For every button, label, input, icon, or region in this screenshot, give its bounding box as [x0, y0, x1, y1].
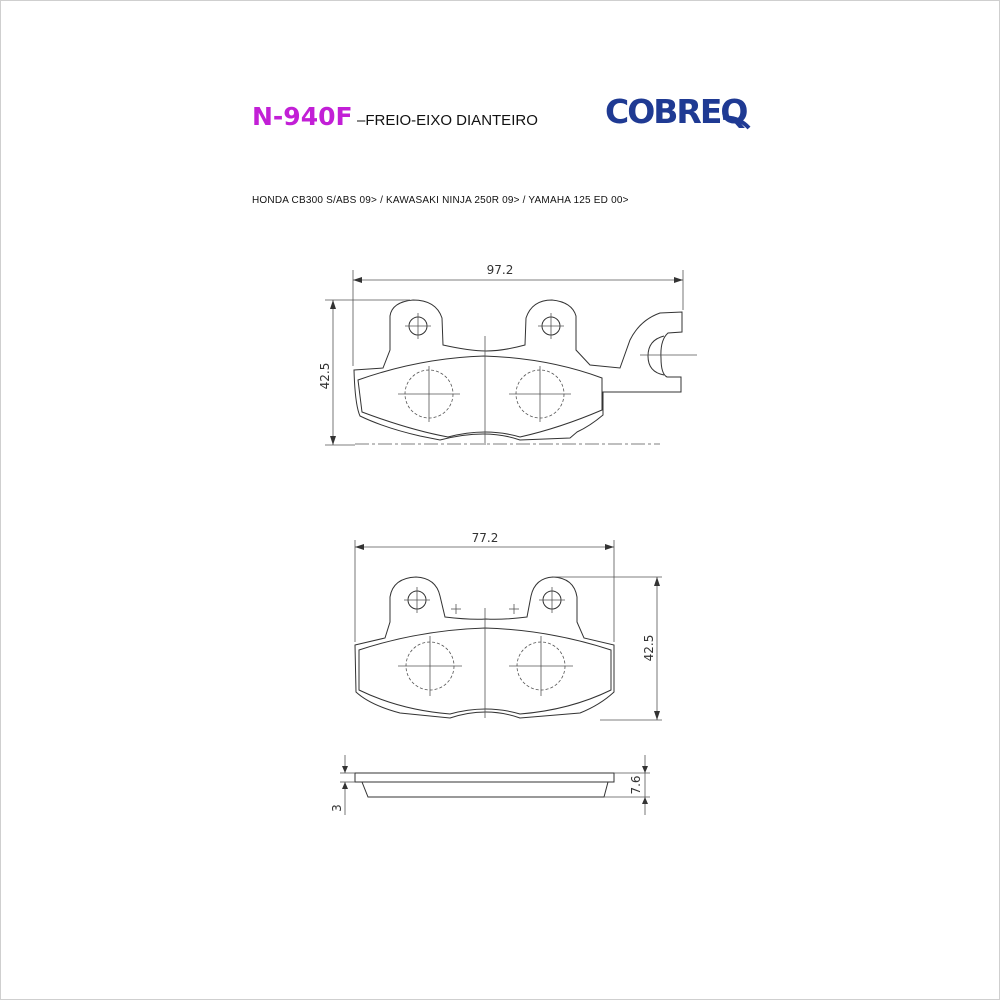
- part-description: –FREIO-EIXO DIANTEIRO: [357, 112, 538, 129]
- dim-mid-width: 77.2: [471, 531, 499, 545]
- dim-top-height: 42.5: [318, 362, 332, 390]
- side-friction-layer: [362, 782, 608, 797]
- dim-side-total: 7.6: [629, 775, 643, 795]
- mid-backing-plate: [355, 577, 614, 718]
- dim-side-backing: 3: [330, 804, 344, 812]
- top-backing-plate: [354, 300, 682, 440]
- dim-mid-height: 42.5: [642, 634, 656, 662]
- part-code: N-940F: [252, 102, 353, 131]
- top-view: [318, 263, 697, 445]
- top-friction-material: [358, 356, 602, 437]
- dim-top-width: 97.2: [486, 263, 514, 277]
- side-backing-plate: [355, 773, 614, 782]
- side-view: [330, 755, 650, 815]
- brand-logo-text: COBREQ: [605, 92, 747, 131]
- middle-view: [355, 531, 662, 720]
- applications-text: HONDA CB300 S/ABS 09> / KAWASAKI NINJA 250R 09> / YAMAHA 125 ED 00>: [252, 195, 629, 206]
